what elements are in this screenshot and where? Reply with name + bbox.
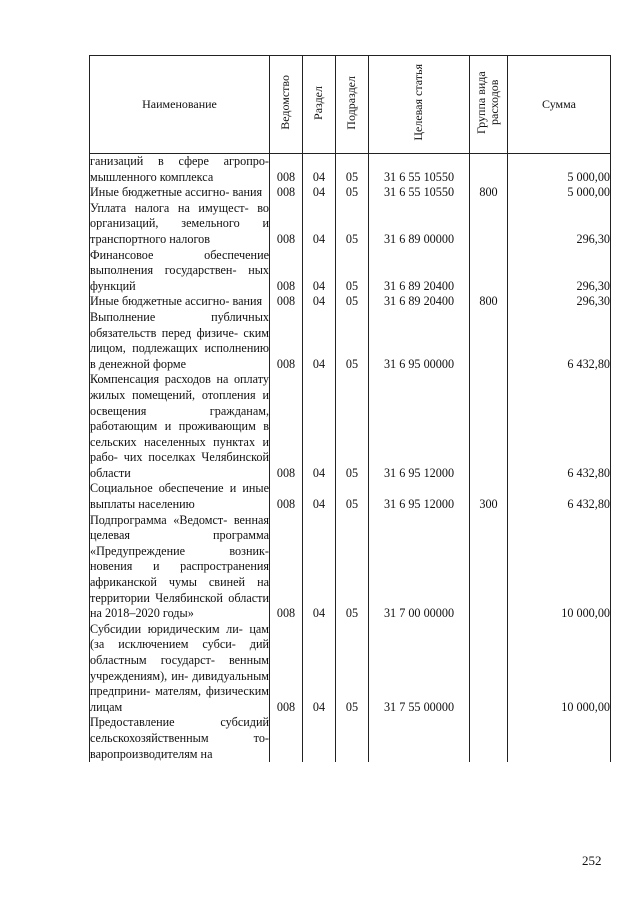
row-name: Уплата налога на имущест- во организаций, земельного и транспортного налогов (90, 200, 269, 246)
row-subsection: 05 (336, 154, 369, 186)
table-row (90, 248, 611, 295)
row-expense-group (470, 622, 508, 716)
row-amount: 10 000,00 (508, 513, 611, 622)
row-amount: 6 432,80 (508, 481, 611, 512)
row-name: Финансовое обеспечение выполнения государствен- ных функций (90, 247, 269, 293)
header-amount: Сумма (508, 56, 611, 154)
row-department: 008 (270, 372, 303, 481)
header-section: Раздел (303, 56, 336, 154)
table-row (90, 622, 611, 716)
row-name: Иные бюджетные ассигно- вания (90, 294, 270, 310)
row-subsection: 05 (336, 294, 369, 310)
table-row (90, 201, 611, 248)
row-name: Выполнение публичных обязательств перед физиче- ским лицом, подлежащих исполнению в денежной форме (90, 309, 269, 371)
row-amount: 5 000,00 (508, 185, 611, 201)
row-section: 04 (303, 185, 336, 201)
row-amount: 296,30 (508, 201, 611, 248)
table-row (90, 715, 611, 762)
row-section: 04 (303, 248, 336, 295)
row-section: 04 (303, 154, 336, 186)
row-name: Подпрограмма «Ведомст- венная целевая программа «Предупреждение возник- новения и распространения африканской чумы свиней на территории Челябинской области на 2018–2020 годы» (90, 512, 269, 621)
page-number: 252 (582, 853, 602, 868)
table-row (90, 513, 611, 622)
header-name: Наименование (90, 56, 270, 154)
table-row (90, 185, 611, 201)
row-name: Компенсация расходов на оплату жилых помещений, отопления и освещения гражданам, работающим и проживающим в сельских населенных пунктах и рабо- чих поселках Челябинской области (90, 372, 270, 480)
row-section: 04 (303, 201, 336, 248)
row-name: Предоставление субсидий сельскохозяйственным то- варопроизводителям на (90, 715, 269, 761)
row-amount: 6 432,80 (508, 310, 611, 372)
row-subsection (336, 715, 369, 762)
row-expense-group: 800 (470, 294, 508, 310)
row-amount: 5 000,00 (508, 154, 611, 186)
row-section: 04 (303, 310, 336, 372)
row-amount: 6 432,80 (508, 372, 611, 481)
table-row (90, 310, 611, 372)
row-subsection: 05 (336, 310, 369, 372)
row-name: Субсидии юридическим ли- цам (за исключением субси- дий областным государст- венным учреждениям), ин- дивидуальным предприни- мателям, физическим лицам (90, 621, 270, 714)
row-subsection: 05 (336, 201, 369, 248)
row-amount: 296,30 (508, 294, 611, 310)
row-target-item: 31 6 89 20400 (369, 248, 470, 295)
row-target-item: 31 7 00 00000 (369, 513, 470, 622)
row-expense-group (470, 201, 508, 248)
row-name: Социальное обеспечение и иные выплаты населению (90, 481, 270, 512)
header-department: Ведомство (270, 56, 303, 154)
row-expense-group (470, 154, 508, 186)
table-row (90, 372, 611, 481)
row-subsection: 05 (336, 481, 369, 512)
row-target-item: 31 6 95 12000 (369, 372, 470, 481)
row-section: 04 (303, 294, 336, 310)
row-subsection: 05 (336, 185, 369, 201)
row-target-item: 31 6 55 10550 (369, 185, 470, 201)
header-expense-group: Группа вида расходов (470, 56, 508, 154)
row-department: 008 (270, 294, 303, 310)
row-expense-group: 300 (470, 481, 508, 512)
row-target-item: 31 7 55 00000 (369, 622, 470, 716)
row-section (303, 715, 336, 762)
row-target-item: 31 6 55 10550 (369, 154, 470, 186)
row-section: 04 (303, 513, 336, 622)
row-expense-group (470, 248, 508, 295)
row-department (270, 715, 303, 762)
row-name: Иные бюджетные ассигно- вания (90, 185, 270, 201)
row-expense-group (470, 372, 508, 481)
row-subsection: 05 (336, 372, 369, 481)
row-section: 04 (303, 372, 336, 481)
row-target-item: 31 6 89 00000 (369, 201, 470, 248)
row-target-item: 31 6 95 00000 (369, 310, 470, 372)
row-department: 008 (270, 622, 303, 716)
table-header-row (90, 56, 611, 154)
row-amount: 10 000,00 (508, 622, 611, 716)
row-subsection: 05 (336, 622, 369, 716)
row-department: 008 (270, 481, 303, 512)
row-amount (508, 715, 611, 762)
table-row (90, 154, 611, 186)
row-amount: 296,30 (508, 248, 611, 295)
row-section: 04 (303, 622, 336, 716)
row-target-item: 31 6 89 20400 (369, 294, 470, 310)
header-target-item: Целевая статья (369, 56, 470, 154)
row-department: 008 (270, 201, 303, 248)
row-subsection: 05 (336, 248, 369, 295)
row-section: 04 (303, 481, 336, 512)
row-department: 008 (270, 248, 303, 295)
table-row (90, 294, 611, 310)
row-department: 008 (270, 513, 303, 622)
row-expense-group (470, 715, 508, 762)
row-department: 008 (270, 185, 303, 201)
row-target-item (369, 715, 470, 762)
header-subsection: Подраздел (336, 56, 369, 154)
row-expense-group (470, 513, 508, 622)
row-target-item: 31 6 95 12000 (369, 481, 470, 512)
row-expense-group (470, 310, 508, 372)
budget-table (89, 55, 611, 762)
table-row (90, 481, 611, 512)
row-department: 008 (270, 310, 303, 372)
row-department: 008 (270, 154, 303, 186)
row-subsection: 05 (336, 513, 369, 622)
row-expense-group: 800 (470, 185, 508, 201)
row-name: ганизаций в сфере агропро- мышленного комплекса (90, 154, 269, 184)
